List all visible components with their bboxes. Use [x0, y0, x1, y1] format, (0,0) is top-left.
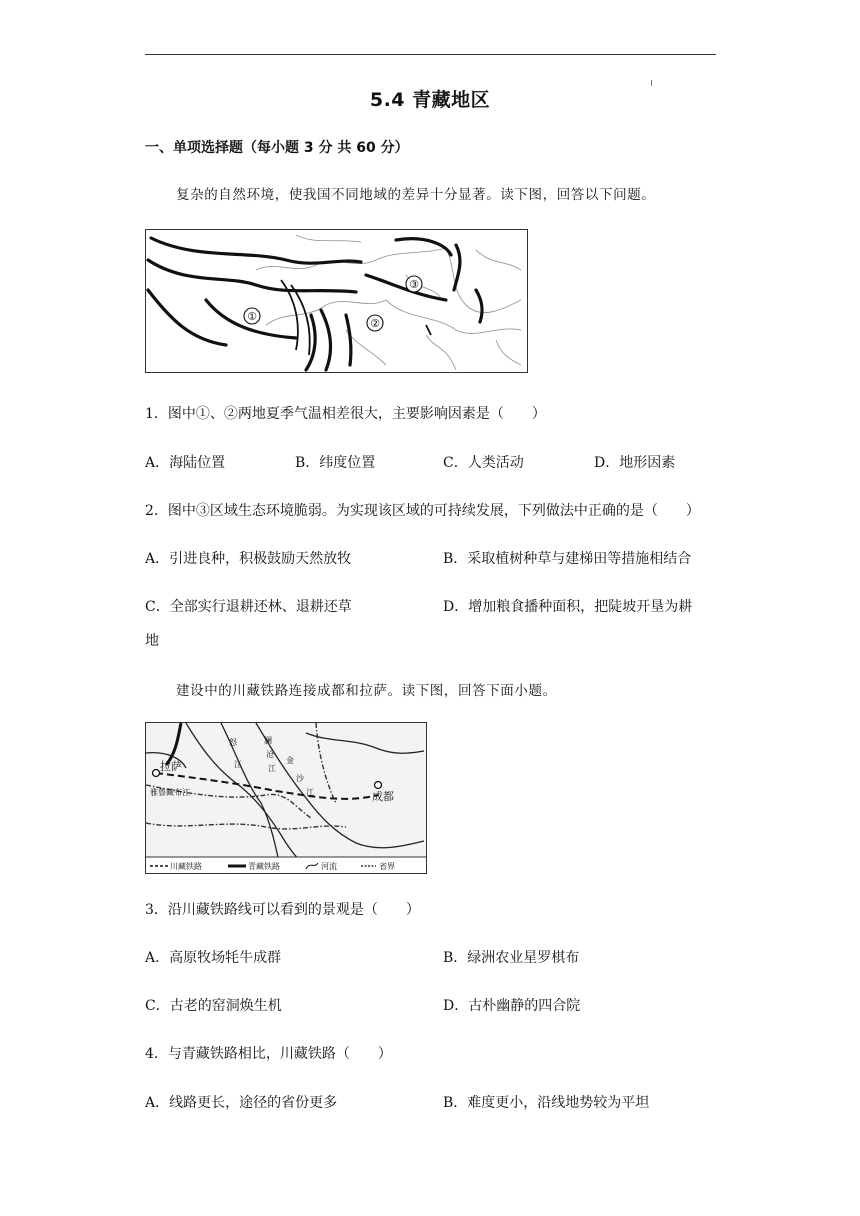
terrain-map-drawing [146, 230, 527, 372]
map-label-yarlung: 雅鲁藏布江 [150, 788, 190, 797]
map-label-chengdu: 成都 [372, 790, 394, 803]
q3-option-c: C．古老的窑洞焕生机 [145, 998, 282, 1014]
map-label-2: ② [370, 317, 380, 330]
q2-option-d: D．增加粮食播种面积，把陡坡开垦为耕 [443, 599, 693, 615]
group1-intro: 复杂的自然环境，使我国不同地域的差异十分显著。读下图，回答以下问题。 [176, 187, 656, 203]
question-3: 3．沿川藏铁路线可以看到的景观是（ ） [145, 902, 420, 918]
q2-option-d-continued: 地 [145, 633, 159, 649]
map-label-lancang-2: 沧 [266, 750, 274, 759]
map-label-jinsha-1: 金 [286, 756, 294, 765]
q2-option-a: A．引进良种，积极鼓励天然放牧 [145, 551, 352, 567]
map-label-jinsha-2: 沙 [296, 774, 304, 783]
q1-option-b: B．纬度位置 [295, 455, 376, 471]
terrain-map [145, 229, 528, 373]
question-4: 4．与青藏铁路相比，川藏铁路（ ） [145, 1046, 392, 1062]
q3-option-b: B．绿洲农业星罗棋布 [443, 950, 580, 966]
map-label-lancang-3: 江 [268, 764, 276, 773]
map-label-jinsha-3: 江 [306, 788, 314, 797]
q3-option-a: A．高原牧场牦牛成群 [145, 950, 282, 966]
q2-option-b: B．采取植树种草与建梯田等措施相结合 [443, 551, 692, 567]
page-title: 5.4 青藏地区 [369, 89, 491, 111]
legend-boundary: 省界 [379, 862, 395, 871]
q1-option-a: A．海陆位置 [145, 455, 226, 471]
q4-option-b: B．难度更小，沿线地势较为平坦 [443, 1095, 650, 1111]
question-2: 2．图中③区域生态环境脆弱。为实现该区域的可持续发展，下列做法中正确的是（ ） [145, 503, 700, 519]
q3-option-d: D．古朴幽静的四合院 [443, 998, 581, 1014]
section-heading: 一、单项选择题（每小题 3 分 共 60 分） [145, 140, 409, 156]
map-label-nu-1: 怒 [229, 738, 237, 747]
legend-sichuan-tibet: 川藏铁路 [170, 862, 202, 871]
railway-map [145, 722, 427, 874]
q1-option-d: D．地形因素 [594, 455, 676, 471]
q2-option-c: C．全部实行退耕还林、退耕还草 [145, 599, 352, 615]
legend-qinghai-tibet: 青藏铁路 [248, 862, 280, 871]
q4-option-a: A．线路更长，途径的省份更多 [145, 1095, 338, 1111]
railway-map-drawing [146, 723, 426, 873]
map-label-lancang-1: 澜 [264, 736, 272, 745]
q1-option-c: C．人类活动 [443, 455, 524, 471]
map-label-nu-2: 江 [234, 760, 242, 769]
header-rule [145, 54, 716, 55]
map-label-lhasa: 拉萨 [160, 760, 182, 773]
question-1: 1．图中①、②两地夏季气温相差很大，主要影响因素是（ ） [145, 406, 546, 422]
legend-river: 河流 [321, 862, 337, 871]
group2-intro: 建设中的川藏铁路连接成都和拉萨。读下图，回答下面小题。 [176, 683, 557, 699]
map-label-3: ③ [409, 278, 419, 291]
map-label-1: ① [247, 310, 257, 323]
